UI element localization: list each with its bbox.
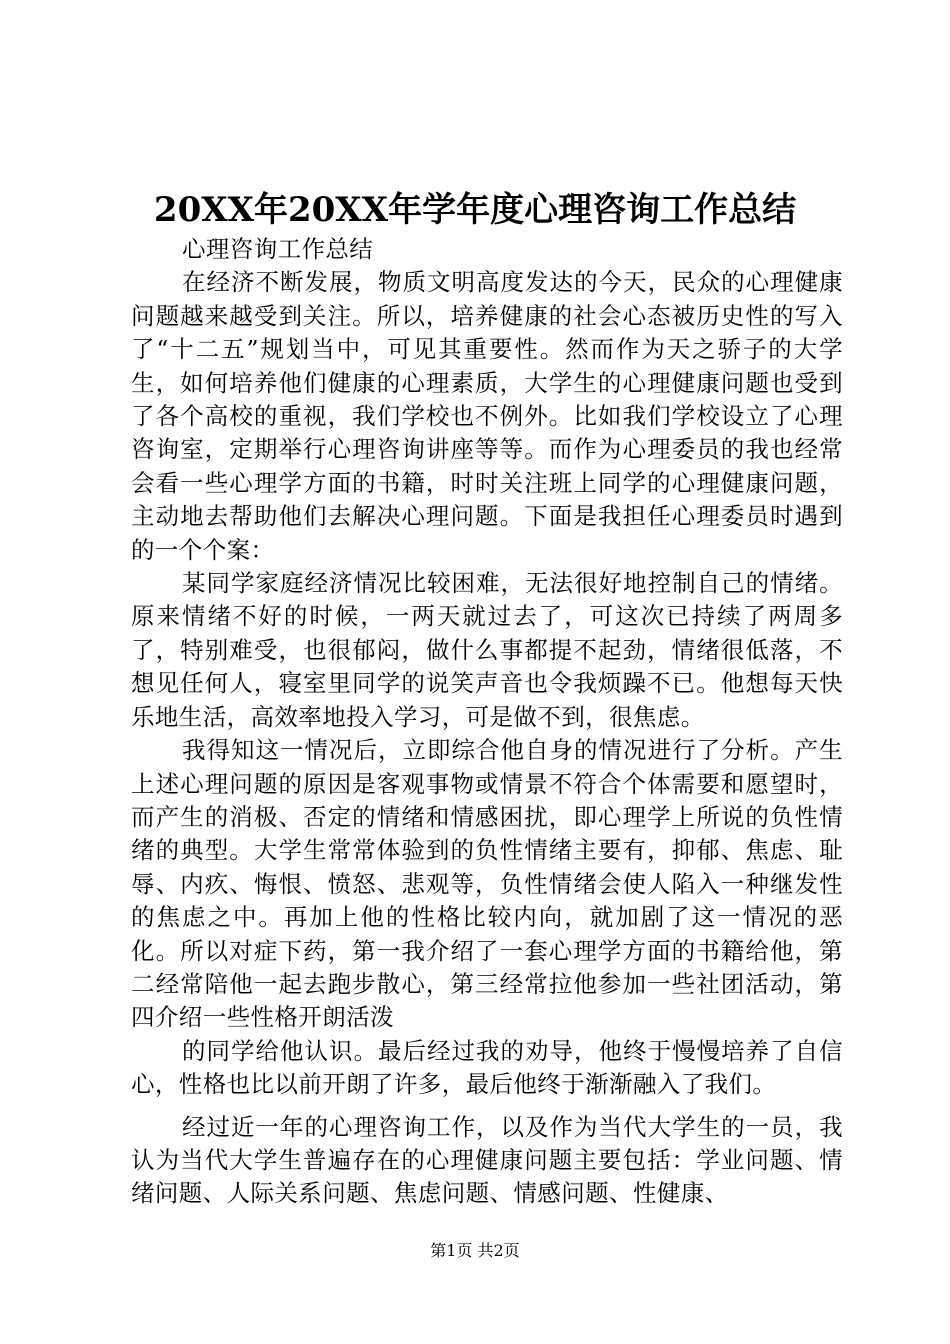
document-body <box>131 233 843 1211</box>
document-subtitle: 心理咨询工作总结 <box>182 235 374 263</box>
paragraph-summary: 经过近一年的心理咨询工作，以及作为当代大学生的一员，我认为当代大学生普遍存在的心理健康问题主要包括：学业问题、情绪问题、人际关系问题、焦虑问题、情感问题、性健康、 <box>131 1112 843 1208</box>
paragraph-result: 的同学给他认识。最后经过我的劝导，他终于慢慢培养了自信心，性格也比以前开朗了许多，最后他终于渐渐融入了我们。 <box>131 1036 843 1099</box>
page-number: 第1页 共2页 <box>430 1241 520 1260</box>
paragraph-case: 某同学家庭经济情况比较困难，无法很好地控制自己的情绪。原来情绪不好的时候，一两天就过去了，可这次已持续了两周多了，特别难受，也很郁闷，做什么事都提不起劲，情绪很低落，不想见任何人，寝室里同学的说笑声音也令我烦躁不已。他想每天快乐地生活，高效率地投入学习，可是做不到，很焦虑。 <box>131 569 843 731</box>
document-title: 20XX年20XX年学年度心理咨询工作总结 <box>153 190 797 230</box>
paragraph-analysis: 我得知这一情况后，立即综合他自身的情况进行了分析。产生上述心理问题的原因是客观事物或情景不符合个体需要和愿望时，而产生的消极、否定的情绪和情感困扰，即心理学上所说的负性情绪的典型。大学生常常体验到的负性情绪主要有，抑郁、焦虑、耻辱、内疚、悔恨、愤怒、悲观等，负性情绪会使人陷入一种继发性的焦虑之中。再加上他的性格比较内向，就加剧了这一情况的恶化。所以对症下药，第一我介绍了一套心理学方面的书籍给他，第二经常陪他一起去跑步散心，第三经常拉他参加一些社团活动，第四介绍一些性格开朗活泼 <box>131 736 843 1032</box>
paragraph-intro: 在经济不断发展，物质文明高度发达的今天，民众的心理健康问题越来越受到关注。所以，培养健康的社会心态被历史性的写入了“十二五”规划当中，可见其重要性。然而作为天之骄子的大学生，如何培养他们健康的心理素质，大学生的心理健康问题也受到了各个高校的重视，我们学校也不例外。比如我们学校设立了心理咨询室，定期举行心理咨询讲座等等。而作为心理委员的我也经常会看一些心理学方面的书籍，时时关注班上同学的心理健康问题，主动地去帮助他们去解决心理问题。下面是我担任心理委员时遇到的一个个案： <box>131 268 843 564</box>
